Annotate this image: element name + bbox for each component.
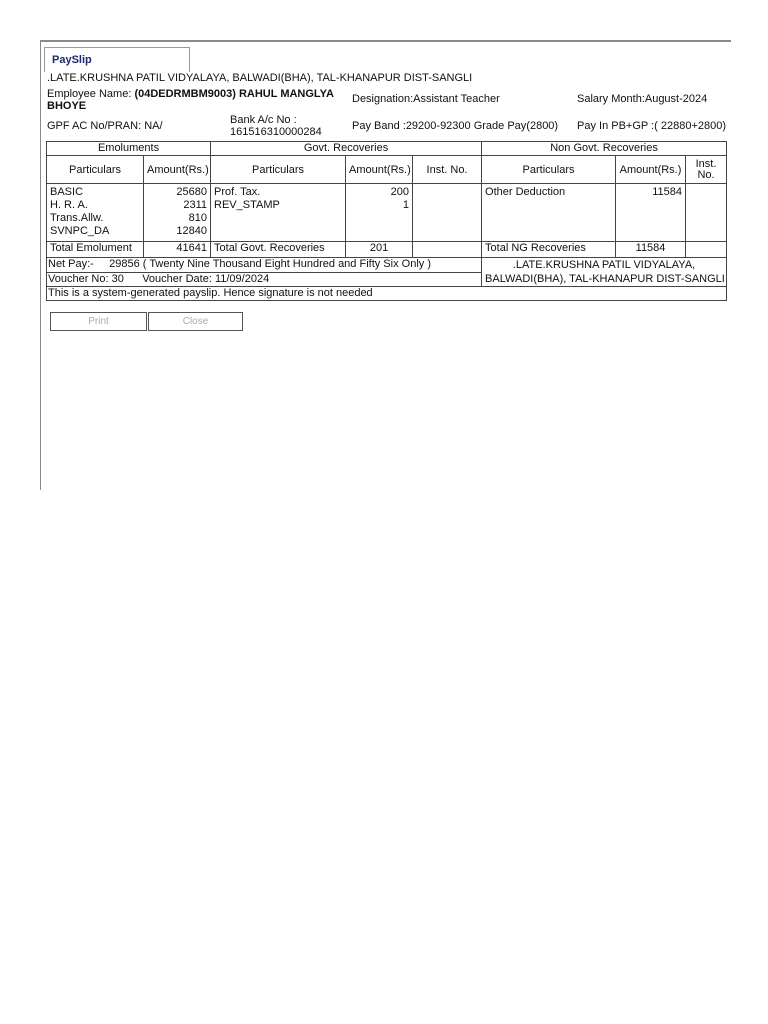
salary-month: Salary Month:August-2024 [577, 93, 708, 105]
emolument-name: Trans.Allw. [50, 212, 104, 224]
nongovt-recovery-names [482, 184, 616, 242]
pay-band: Pay Band :29200-92300 Grade Pay(2800) [352, 120, 559, 132]
header-inst-line1: Inst. [695, 157, 717, 170]
net-pay-label: Net Pay:- [48, 258, 94, 270]
header-particulars: Particulars [211, 156, 346, 184]
emolument-name: SVNPC_DA [50, 225, 110, 237]
emolument-name: H. R. A. [50, 199, 88, 211]
nongovt-recovery-inst [686, 184, 727, 242]
pay-in: Pay In PB+GP :( 22880+2800) [577, 120, 727, 132]
header-particulars: Particulars [482, 156, 616, 184]
emolument-amount: 25680 [176, 186, 208, 198]
govt-recovery-name: Prof. Tax. [214, 186, 261, 198]
nongovt-recovery-amount: 11584 [652, 186, 683, 198]
gpf-number: GPF AC No/PRAN: NA/ [47, 120, 163, 132]
net-pay-value: 29856 [109, 258, 140, 270]
header-inst-no: Inst. No. [413, 156, 482, 184]
emolument-name: BASIC [50, 186, 84, 198]
voucher-info [47, 272, 482, 287]
total-emolument-label: Total Emolument [47, 242, 144, 258]
header-particulars: Particulars [47, 156, 144, 184]
office-line1: .LATE.KRUSHNA PATIL VIDYALAYA, [512, 259, 696, 271]
voucher-date: Voucher Date: 11/09/2024 [142, 272, 270, 285]
footer-note: This is a system-generated payslip. Hence signature is not needed [47, 287, 727, 301]
header-amount: Amount(Rs.) [144, 156, 211, 184]
header-inst-no [686, 156, 727, 184]
total-govt-label: Total Govt. Recoveries [211, 242, 346, 258]
nongovt-recovery-amounts [616, 184, 686, 242]
header-amount: Amount(Rs.) [346, 156, 413, 184]
total-govt-value: 201 [346, 242, 413, 258]
total-ng-label: Total NG Recoveries [482, 242, 616, 258]
emolument-amount: 810 [188, 212, 208, 224]
payslip-table [46, 141, 727, 301]
tab-payslip[interactable] [44, 47, 190, 72]
net-pay-words: ( Twenty Nine Thousand Eight Hundred and Fifty Six Only ) [142, 258, 431, 270]
govt-recovery-amount: 200 [390, 186, 410, 198]
govt-recovery-amounts [346, 184, 413, 242]
total-ng-inst [686, 242, 727, 258]
govt-recovery-inst [413, 184, 482, 242]
bank-number: 161516310000284 [230, 126, 322, 138]
govt-recovery-name: REV_STAMP [214, 199, 280, 211]
emolument-amount: 2311 [183, 199, 208, 211]
emolument-amounts [144, 184, 211, 242]
section-emoluments: Emoluments [47, 142, 211, 156]
section-govt-recoveries: Govt. Recoveries [211, 142, 482, 156]
voucher-number: Voucher No: 30 [48, 272, 124, 285]
tab-title: PaySlip [52, 54, 92, 66]
total-govt-inst [413, 242, 482, 258]
emolument-names [47, 184, 144, 242]
govt-recovery-names [211, 184, 346, 242]
employee-name-label: Employee Name: [47, 88, 135, 100]
emolument-amount: 12840 [176, 225, 208, 237]
bank-label: Bank A/c No : [230, 114, 297, 126]
office-line2: BALWADI(BHA), TAL-KHANAPUR DIST-SANGLI [485, 273, 725, 285]
section-nongovt-recoveries: Non Govt. Recoveries [482, 142, 727, 156]
print-button[interactable]: Print [50, 312, 147, 331]
total-emolument-value: 41641 [144, 242, 211, 258]
net-pay [47, 258, 482, 273]
close-button[interactable]: Close [148, 312, 243, 331]
nongovt-recovery-name: Other Deduction [485, 186, 566, 198]
header-amount: Amount(Rs.) [616, 156, 686, 184]
office-address [482, 258, 727, 287]
employee-name [47, 88, 334, 100]
total-ng-value: 11584 [616, 242, 686, 258]
govt-recovery-amount: 1 [402, 199, 410, 211]
employee-name-cont: BHOYE [47, 100, 87, 112]
school-name: .LATE.KRUSHNA PATIL VIDYALAYA, BALWADI(BHA), TAL-KHANAPUR DIST-SANGLI [47, 72, 473, 84]
header-inst-line2: No. [697, 168, 715, 181]
employee-name-value: (04DEDRMBM9003) RAHUL MANGLYA [134, 88, 334, 100]
designation: Designation:Assistant Teacher [352, 93, 500, 105]
